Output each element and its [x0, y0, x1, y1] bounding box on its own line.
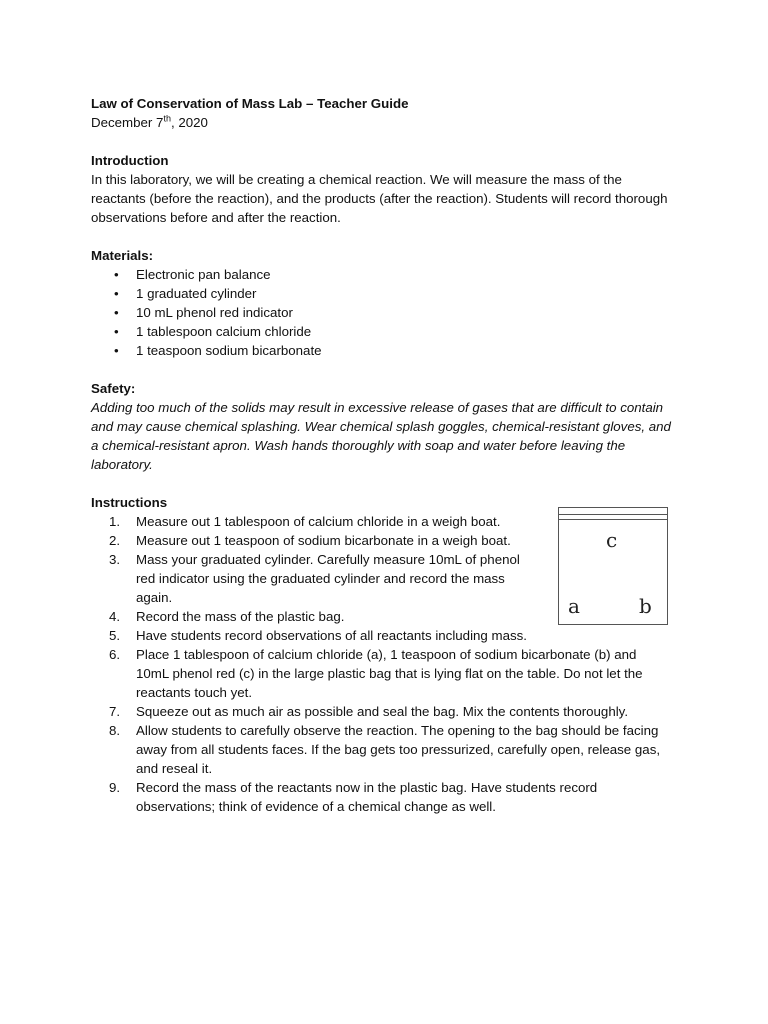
list-item: [91, 303, 671, 322]
material-label: 1 graduated cylinder: [136, 286, 257, 301]
safety-heading: Safety:: [91, 381, 136, 396]
list-item: [91, 550, 536, 607]
date-rest: , 2020: [170, 115, 208, 130]
list-item: [91, 645, 671, 702]
list-item: [91, 607, 536, 626]
step-number: 3.: [109, 552, 121, 567]
material-label: 1 tablespoon calcium chloride: [136, 324, 312, 339]
date-ordinal: th: [163, 113, 171, 124]
bag-label-b: b: [639, 594, 652, 618]
bag-seal-line: [559, 514, 667, 515]
materials-list: [91, 265, 671, 360]
materials-heading: Materials:: [91, 248, 154, 263]
step-text: Record the mass of the plastic bag.: [136, 609, 345, 624]
step-number: 1.: [109, 514, 121, 529]
list-item: [91, 702, 671, 721]
list-item: [91, 322, 671, 341]
list-item: [91, 265, 671, 284]
list-item: [91, 721, 671, 778]
list-item: [91, 512, 536, 531]
material-label: Electronic pan balance: [136, 267, 271, 282]
step-number: 8.: [109, 723, 121, 738]
step-text: Record the mass of the reactants now in the plastic bag. Have students record observations; think of evidence of a chemical change as well.: [136, 780, 598, 814]
safety-text: Adding too much of the solids may result in excessive release of gases that are difficult to contain and may cause chemical splashing. Wear chemical splash goggles, chemical-resistant gloves, and a chemical-resistant apron. Wash hands thoroughly with soap and water before leaving the laboratory.: [91, 400, 671, 472]
step-text: Have students record observations of all reactants including mass.: [136, 628, 527, 643]
list-item: [91, 284, 671, 303]
document-page: [91, 94, 671, 816]
document-title: Law of Conservation of Mass Lab – Teacher Guide: [91, 96, 409, 111]
plastic-bag-diagram: [558, 507, 668, 625]
list-item: [91, 531, 536, 550]
bag-label-a: a: [568, 594, 580, 618]
material-label: 10 mL phenol red indicator: [136, 305, 293, 320]
bag-label-c: c: [606, 528, 618, 552]
material-label: 1 teaspoon sodium bicarbonate: [136, 343, 322, 358]
bag-seal-line: [559, 519, 667, 520]
step-text: Measure out 1 teaspoon of sodium bicarbonate in a weigh boat.: [136, 533, 511, 548]
list-item: [91, 626, 536, 645]
step-text: Measure out 1 tablespoon of calcium chloride in a weigh boat.: [136, 514, 501, 529]
step-number: 6.: [109, 647, 121, 662]
step-number: 5.: [109, 628, 121, 643]
step-number: 2.: [109, 533, 121, 548]
step-text: Place 1 tablespoon of calcium chloride (a), 1 teaspoon of sodium bicarbonate (b) and 10mL phenol red (c) in the large plastic bag that is lying flat on the table. Do not let the reactants touch yet.: [136, 647, 643, 700]
list-item: [91, 341, 671, 360]
bullet: •: [114, 286, 119, 301]
date-prefix: December 7: [91, 115, 164, 130]
step-number: 4.: [109, 609, 121, 624]
introduction-text: In this laboratory, we will be creating a chemical reaction. We will measure the mass of the reactants (before the reaction), and the products (after the reaction). Students will record thorough observations before and after the reaction.: [91, 172, 668, 225]
step-text: Mass your graduated cylinder. Carefully measure 10mL of phenol red indicator using the graduated cylinder and record the mass again.: [136, 552, 520, 605]
list-item: [91, 778, 671, 816]
bullet: •: [114, 343, 119, 358]
instructions-heading: Instructions: [91, 495, 168, 510]
step-text: Allow students to carefully observe the reaction. The opening to the bag should be facing away from all students faces. If the bag gets too pressurized, carefully open, release gas, and reseal it.: [136, 723, 661, 776]
step-number: 7.: [109, 704, 121, 719]
step-number: 9.: [109, 780, 121, 795]
step-text: Squeeze out as much air as possible and seal the bag. Mix the contents thoroughly.: [136, 704, 629, 719]
document-date: [91, 113, 671, 132]
bullet: •: [114, 305, 119, 320]
bullet: •: [114, 324, 119, 339]
bullet: •: [114, 267, 119, 282]
introduction-heading: Introduction: [91, 153, 169, 168]
